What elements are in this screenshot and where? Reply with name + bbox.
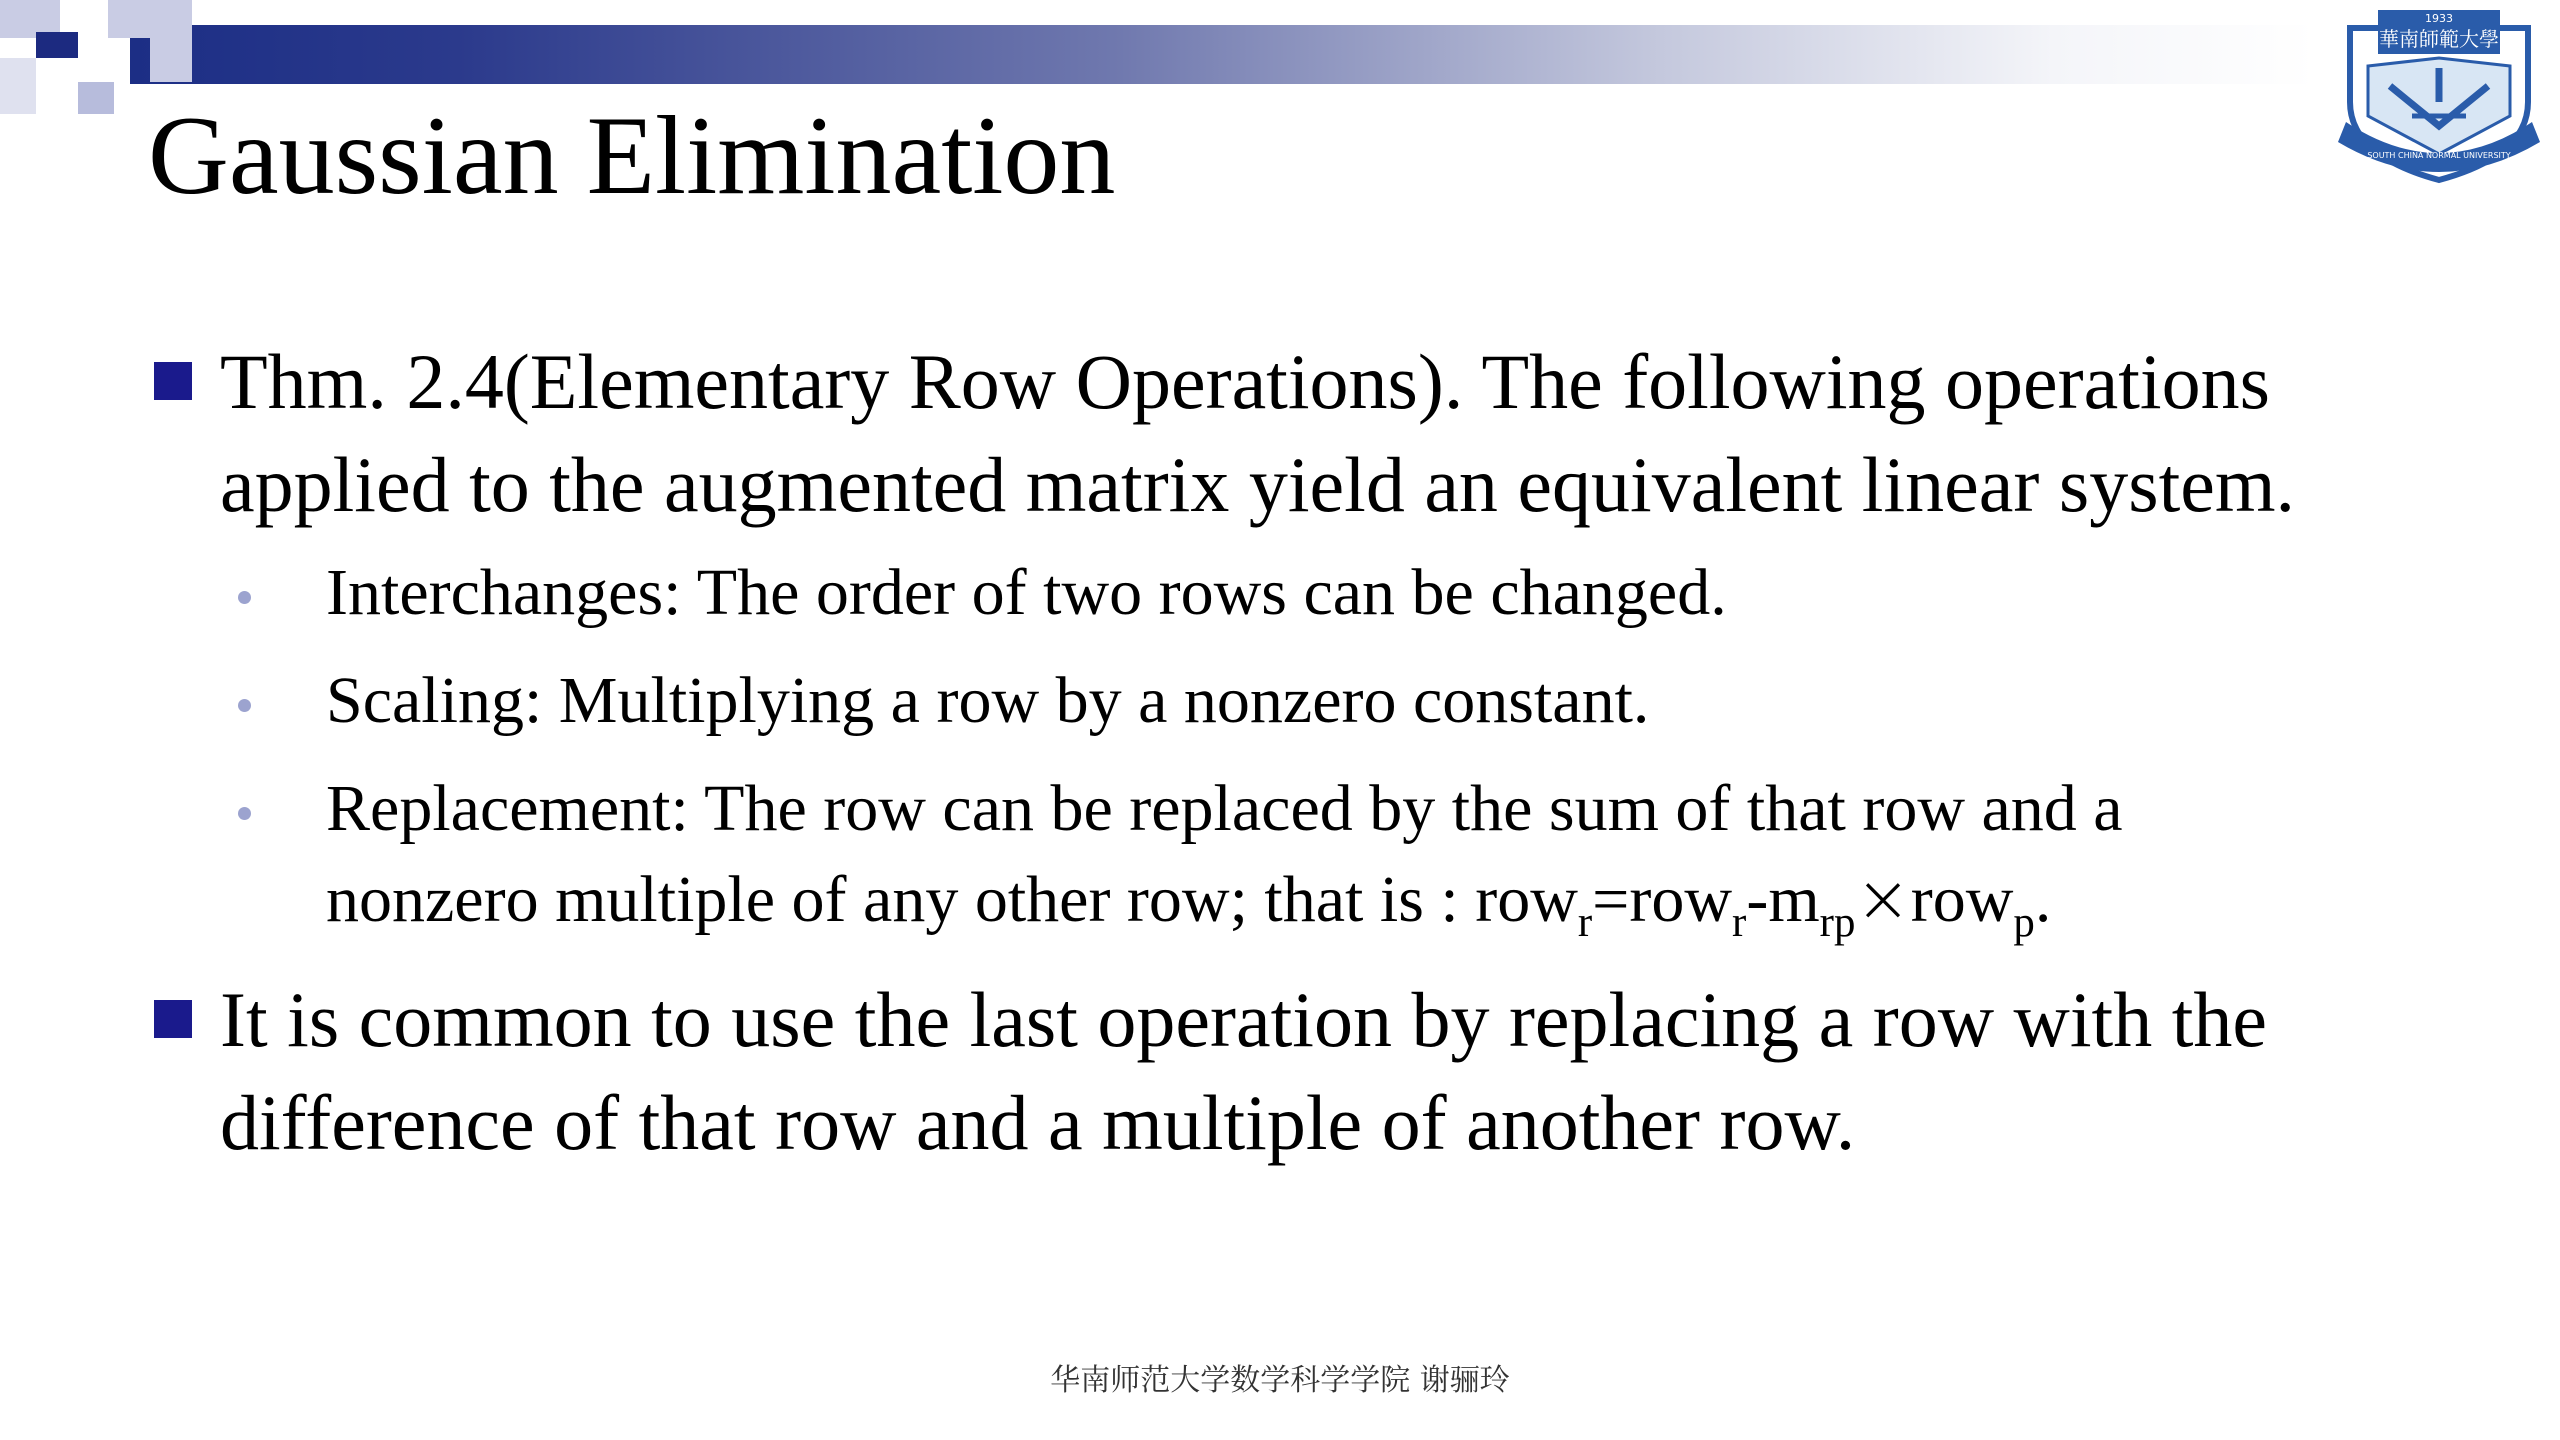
header-decor-square (0, 58, 36, 114)
subscript-p: p (2013, 899, 2035, 946)
sub-bullet-formula-line (326, 854, 2051, 945)
header-gradient-bar (130, 25, 2315, 84)
slide-title: Gaussian Elimination (148, 94, 1116, 218)
header-decor-square (78, 82, 114, 114)
formula-end: . (2034, 863, 2052, 936)
bullet-text-line: difference of that row and a multiple of another row. (220, 1079, 1856, 1166)
sub-bullet-text-line: Replacement: The row can be replaced by the sum of that row and a (326, 772, 2123, 845)
square-bullet-icon (154, 362, 192, 400)
formula-prefix: nonzero multiple of any other row; that is : row (326, 863, 1578, 936)
bullet-text-line: It is common to use the last operation by replacing a row with the (220, 976, 2268, 1063)
dot-bullet-icon (238, 591, 251, 604)
times-symbol: × (1855, 860, 1911, 937)
formula-eq: =row (1592, 863, 1733, 936)
logo-name-cn: 華南師範大學 (2379, 27, 2499, 51)
formula-row: row (1910, 863, 2014, 936)
header-decor-square (150, 38, 192, 82)
square-bullet-icon (154, 1000, 192, 1038)
logo-name-en: SOUTH CHINA NORMAL UNIVERSITY (2367, 151, 2511, 160)
sub-bullet-text: Interchanges: The order of two rows can be changed. (326, 556, 1727, 629)
sub-bullet-text: Scaling: Multiplying a row by a nonzero constant. (326, 664, 1650, 737)
dot-bullet-icon (238, 807, 251, 820)
subscript-rp: rp (1819, 899, 1856, 946)
university-logo (2328, 6, 2550, 186)
bullet-text-line: Thm. 2.4(Elementary Row Operations). The following operations (220, 338, 2270, 425)
header-decor-square (108, 0, 192, 38)
slide-footer: 华南师范大学数学科学学院 谢骊玲 (1050, 1363, 1510, 1398)
bullet-text-line: applied to the augmented matrix yield an equivalent linear system. (220, 441, 2296, 528)
header-decor-square (36, 32, 78, 58)
dot-bullet-icon (238, 699, 251, 712)
subscript-r: r (1577, 899, 1593, 946)
logo-year: 1933 (2425, 12, 2453, 25)
subscript-r: r (1732, 899, 1747, 946)
formula-minus-m: -m (1746, 863, 1820, 936)
